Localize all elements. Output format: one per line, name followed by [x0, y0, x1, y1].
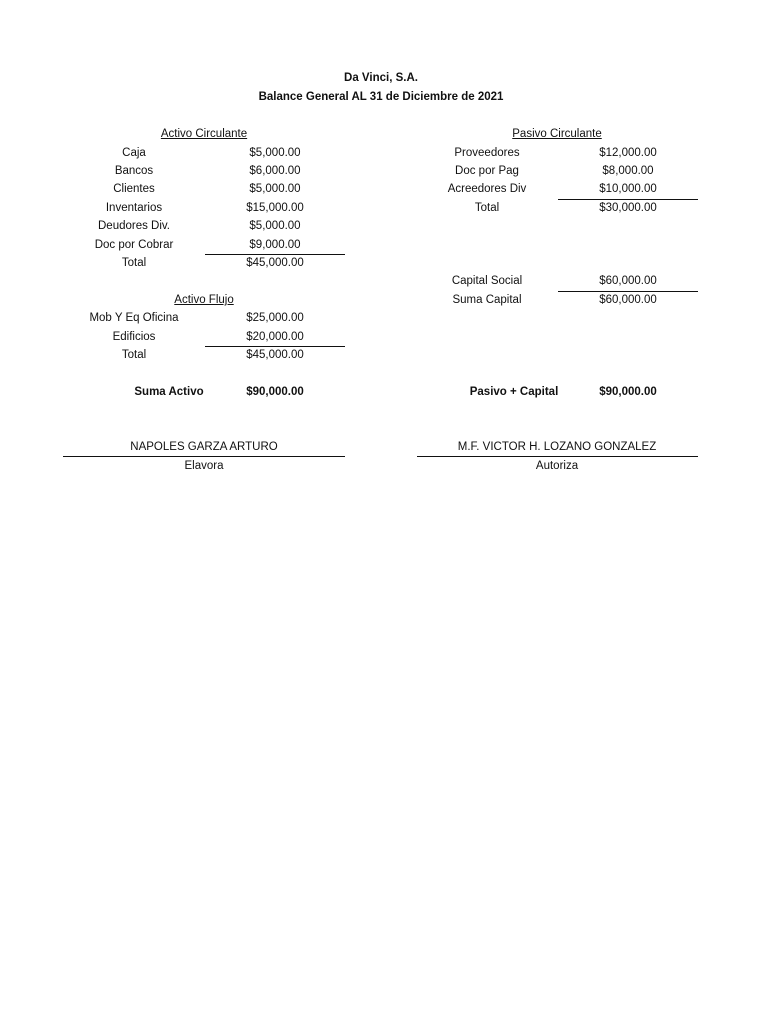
row-label-clientes: Clientes [113, 183, 155, 195]
row-value-capital-social: $60,000.00 [599, 275, 657, 287]
row-label-proveedores: Proveedores [454, 147, 520, 159]
row-value-doc-cobrar: $9,000.00 [249, 239, 301, 251]
suma-capital-label: Suma Capital [452, 294, 522, 306]
total-label-circulante: Total [121, 257, 147, 269]
pasivo-capital-value: $90,000.00 [599, 386, 657, 398]
row-label-bancos: Bancos [114, 165, 154, 177]
row-value-edificios: $20,000.00 [246, 331, 304, 343]
subtotal-rule [205, 254, 345, 255]
row-value-mob-eq: $25,000.00 [246, 312, 304, 324]
suma-activo-label: Suma Activo [134, 386, 204, 398]
row-label-caja: Caja [122, 147, 146, 159]
row-value-proveedores: $12,000.00 [599, 147, 657, 159]
pasivo-circulante-heading: Pasivo Circulante [512, 128, 602, 140]
total-label-pasivo: Total [474, 202, 500, 214]
row-value-doc-pag: $8,000.00 [602, 165, 654, 177]
row-label-doc-pag: Doc por Pag [455, 165, 519, 177]
total-value-pasivo: $30,000.00 [599, 202, 657, 214]
signature-right-role: Autoriza [535, 460, 579, 472]
signature-line-left [63, 456, 345, 457]
report-title: Balance General AL 31 de Diciembre de 2021 [258, 91, 504, 103]
activo-fijo-heading: Activo Flujo [174, 294, 234, 306]
row-value-acreedores: $10,000.00 [599, 183, 657, 195]
row-label-capital-social: Capital Social [451, 275, 523, 287]
suma-capital-value: $60,000.00 [599, 294, 657, 306]
company-name: Da Vinci, S.A. [344, 72, 418, 84]
row-label-acreedores: Acreedores Div [447, 183, 527, 195]
suma-activo-value: $90,000.00 [246, 386, 304, 398]
total-label-fijo: Total [121, 349, 147, 361]
row-label-inventarios: Inventarios [105, 202, 163, 214]
row-label-doc-cobrar: Doc por Cobrar [94, 239, 174, 251]
row-value-deudores: $5,000.00 [249, 220, 301, 232]
pasivo-capital-label: Pasivo + Capital [469, 386, 559, 398]
signature-left-role: Elavora [184, 460, 224, 472]
row-value-bancos: $6,000.00 [249, 165, 301, 177]
activo-circulante-heading: Activo Circulante [160, 128, 248, 140]
signature-left-name: NAPOLES GARZA ARTURO [130, 441, 278, 453]
subtotal-rule [558, 291, 698, 292]
row-value-inventarios: $15,000.00 [246, 202, 304, 214]
total-value-circulante: $45,000.00 [246, 257, 304, 269]
subtotal-rule [205, 346, 345, 347]
signature-right-name: M.F. VICTOR H. LOZANO GONZALEZ [457, 441, 657, 453]
signature-line-right [417, 456, 698, 457]
row-label-edificios: Edificios [112, 331, 156, 343]
row-value-clientes: $5,000.00 [249, 183, 301, 195]
row-value-caja: $5,000.00 [249, 147, 301, 159]
row-label-deudores: Deudores Div. [97, 220, 171, 232]
subtotal-rule [558, 199, 698, 200]
row-label-mob-eq: Mob Y Eq Oficina [89, 312, 179, 324]
total-value-fijo: $45,000.00 [246, 349, 304, 361]
